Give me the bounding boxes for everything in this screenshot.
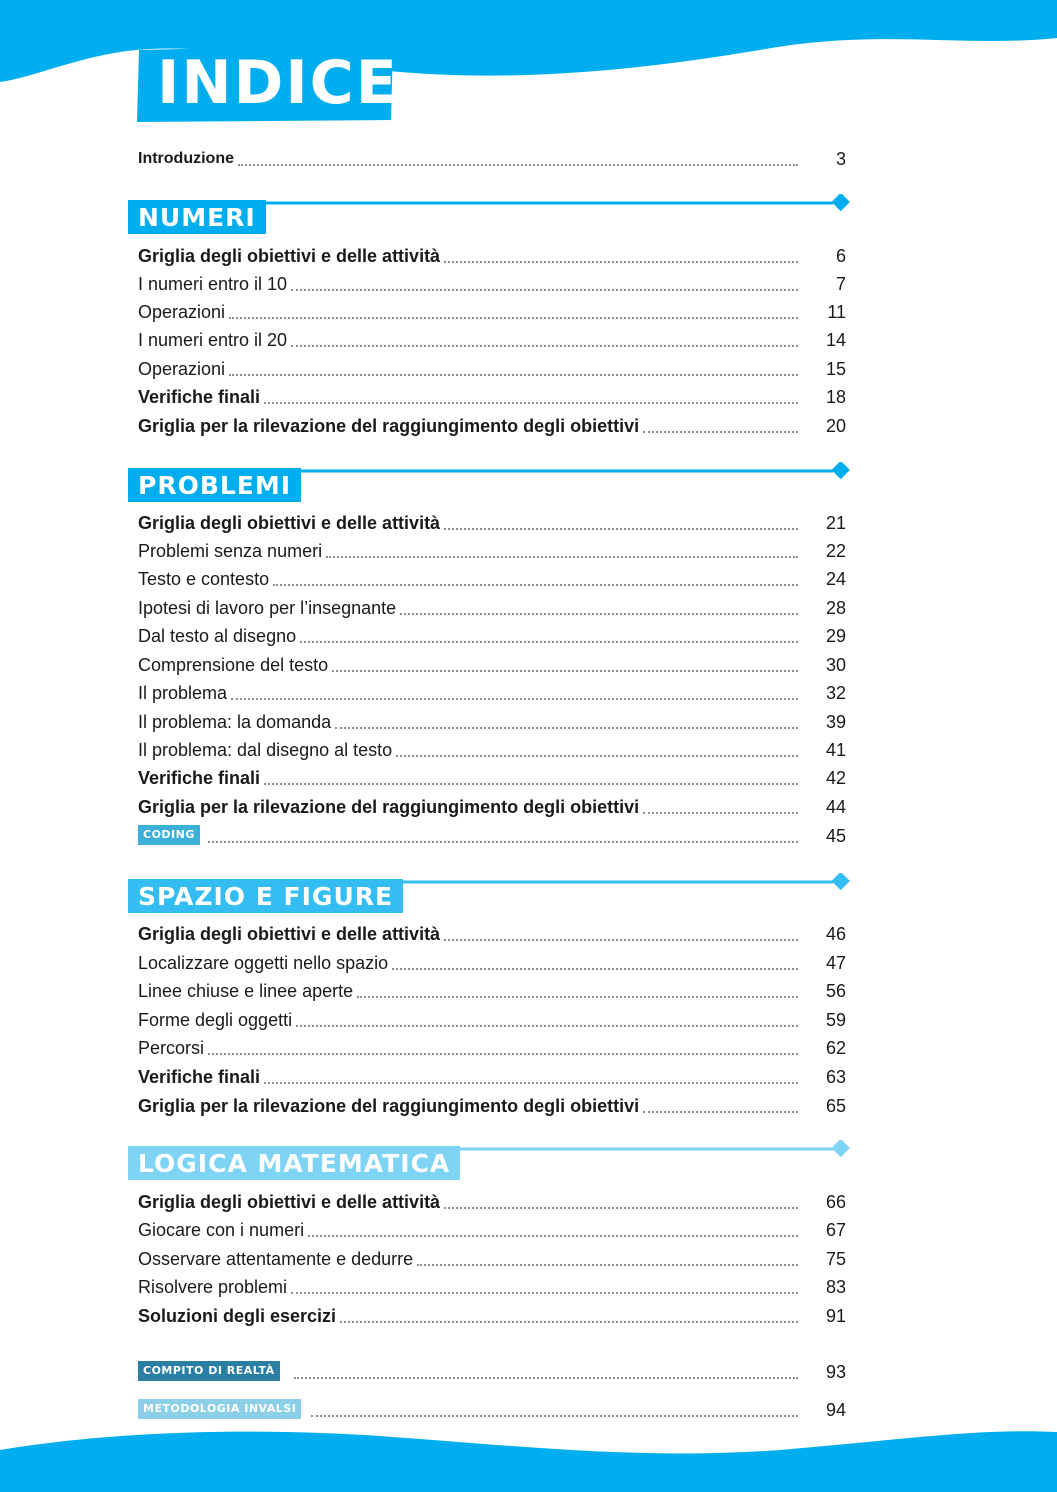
entry-page: 41 — [825, 740, 846, 760]
entry-label: Operazioni — [138, 302, 226, 322]
entry-label: Localizzare oggetti nello spazio — [138, 953, 389, 973]
dot-leader — [643, 1111, 798, 1113]
entry-label: Comprensione del testo — [138, 655, 329, 675]
entry-page: 30 — [825, 655, 846, 675]
entry-page: 42 — [825, 768, 846, 788]
dot-leader — [291, 1292, 798, 1294]
dot-leader — [231, 698, 798, 700]
dot-leader — [208, 841, 798, 843]
toc-entry[interactable] — [138, 592, 846, 620]
entry-page: 91 — [825, 1306, 846, 1326]
entry-label: Griglia degli obiettivi e delle attività — [138, 513, 441, 533]
entry-label: Ipotesi di lavoro per l’insegnante — [138, 598, 397, 618]
entry-label: Il problema: la domanda — [138, 712, 332, 732]
entry-label: Risolvere problemi — [138, 1277, 288, 1297]
toc-entry[interactable] — [138, 1214, 846, 1242]
dot-leader — [229, 374, 798, 376]
toc-entry-compito-di-realta[interactable] — [138, 1356, 846, 1384]
toc-entry[interactable] — [138, 706, 846, 734]
dot-leader — [340, 1321, 798, 1323]
section-title: SPAZIO E FIGURE — [128, 879, 403, 913]
entry-page: 63 — [825, 1067, 846, 1087]
dot-leader — [396, 755, 798, 757]
entry-page: 6 — [835, 246, 846, 266]
entry-page: 65 — [825, 1096, 846, 1116]
entry-label: Griglia per la rilevazione del raggiungimento degli obiettivi — [138, 1096, 640, 1116]
section-title: PROBLEMI — [128, 468, 301, 502]
toc-entry[interactable] — [138, 563, 846, 591]
toc-entry[interactable] — [138, 975, 846, 1003]
toc-entry[interactable] — [138, 507, 846, 535]
toc-entry[interactable] — [138, 410, 846, 438]
entry-label: Testo e contesto — [138, 569, 270, 589]
entry-label: Griglia per la rilevazione del raggiungimento degli obiettivi — [138, 797, 640, 817]
entry-page: 94 — [825, 1400, 846, 1420]
toc-entry[interactable] — [138, 762, 846, 790]
toc-entry[interactable] — [138, 324, 846, 352]
entry-label: Verifiche finali — [138, 387, 261, 407]
entry-page: 15 — [825, 359, 846, 379]
entry-label: Dal testo al disegno — [138, 626, 297, 646]
entry-page: 66 — [825, 1192, 846, 1212]
entry-label: Introduzione — [138, 150, 234, 167]
dot-leader — [264, 1082, 798, 1084]
entry-page: 59 — [825, 1010, 846, 1030]
dot-leader — [444, 261, 798, 263]
entry-label: Il problema — [138, 683, 228, 703]
entry-page: 47 — [825, 953, 846, 973]
entry-label: Soluzioni degli esercizi — [138, 1306, 337, 1326]
entry-page: 14 — [825, 330, 846, 350]
toc-entry[interactable] — [138, 947, 846, 975]
toc-entry[interactable] — [138, 649, 846, 677]
entry-page: 11 — [827, 302, 846, 322]
entry-page: 29 — [825, 626, 846, 646]
entry-label: I numeri entro il 10 — [138, 274, 288, 294]
entry-page: 18 — [825, 387, 846, 407]
section-title: LOGICA MATEMATICA — [128, 1146, 460, 1180]
toc-entry[interactable] — [138, 1300, 846, 1328]
entry-page: 44 — [825, 797, 846, 817]
dot-leader — [308, 1235, 798, 1237]
toc-entry[interactable] — [138, 535, 846, 563]
entry-label: Problemi senza numeri — [138, 541, 323, 561]
dot-leader — [643, 431, 798, 433]
entry-page: 46 — [825, 924, 846, 944]
entry-page: 75 — [825, 1249, 846, 1269]
toc-entry[interactable] — [138, 1186, 846, 1214]
dot-leader — [208, 1053, 798, 1055]
dot-leader — [294, 1377, 798, 1379]
dot-leader — [643, 812, 798, 814]
entry-label: Linee chiuse e linee aperte — [138, 981, 354, 1001]
entry-page: 83 — [825, 1277, 846, 1297]
metodologia-invalsi-tag: METODOLOGIA INVALSI — [138, 1399, 301, 1419]
toc-entry[interactable] — [138, 1061, 846, 1089]
toc-entry-coding[interactable] — [138, 820, 846, 848]
toc-entry[interactable] — [138, 1032, 846, 1060]
dot-leader — [238, 164, 798, 166]
section-header-problemi — [128, 462, 853, 502]
toc-entry-intro[interactable] — [138, 143, 846, 171]
toc-entry[interactable] — [138, 268, 846, 296]
toc-entry[interactable] — [138, 791, 846, 819]
entry-page: 21 — [825, 513, 846, 533]
dot-leader — [291, 345, 798, 347]
page-title-box — [135, 42, 397, 124]
dot-leader — [444, 528, 798, 530]
entry-page: 22 — [825, 541, 846, 561]
dot-leader — [335, 727, 798, 729]
entry-page: 62 — [825, 1038, 846, 1058]
page-title: INDICE — [157, 48, 399, 118]
entry-label: Osservare attentamente e dedurre — [138, 1249, 414, 1269]
dot-leader — [311, 1415, 798, 1417]
entry-page: 28 — [825, 598, 846, 618]
entry-label: Griglia degli obiettivi e delle attività — [138, 246, 441, 266]
toc-entry[interactable] — [138, 1271, 846, 1299]
toc-entry[interactable] — [138, 620, 846, 648]
entry-page: 67 — [825, 1220, 846, 1240]
entry-page: 32 — [825, 683, 846, 703]
entry-label: Giocare con i numeri — [138, 1220, 305, 1240]
section-header-spazio-e-figure — [128, 873, 853, 913]
dot-leader — [444, 939, 798, 941]
entry-page: 3 — [835, 149, 846, 169]
toc-entry[interactable] — [138, 240, 846, 268]
entry-label: Verifiche finali — [138, 768, 261, 788]
compito-di-realta-tag: COMPITO DI REALTÀ — [138, 1361, 280, 1381]
dot-leader — [296, 1025, 798, 1027]
dot-leader — [417, 1264, 798, 1266]
dot-leader — [264, 783, 798, 785]
coding-tag: CODING — [138, 825, 200, 845]
toc-entry[interactable] — [138, 381, 846, 409]
toc-entry-metodologia-invalsi[interactable] — [138, 1394, 846, 1422]
entry-label: Griglia per la rilevazione del raggiungimento degli obiettivi — [138, 416, 640, 436]
entry-page: 45 — [825, 826, 846, 846]
dot-leader — [332, 670, 798, 672]
dot-leader — [392, 968, 798, 970]
toc-entry[interactable] — [138, 1243, 846, 1271]
entry-label: Operazioni — [138, 359, 226, 379]
toc-entry[interactable] — [138, 918, 846, 946]
dot-leader — [291, 289, 798, 291]
entry-page: 56 — [825, 981, 846, 1001]
entry-label: I numeri entro il 20 — [138, 330, 288, 350]
dot-leader — [264, 402, 798, 404]
dot-leader — [273, 584, 798, 586]
entry-page: 39 — [825, 712, 846, 732]
entry-label: Percorsi — [138, 1038, 205, 1058]
dot-leader — [326, 556, 798, 558]
dot-leader — [229, 317, 798, 319]
entry-label: Griglia degli obiettivi e delle attività — [138, 1192, 441, 1212]
dot-leader — [400, 613, 798, 615]
section-header-logica-matematica — [128, 1140, 853, 1180]
entry-page: 93 — [825, 1362, 846, 1382]
entry-page: 7 — [835, 274, 846, 294]
dot-leader — [357, 996, 798, 998]
entry-page: 24 — [825, 569, 846, 589]
dot-leader — [300, 641, 798, 643]
toc-entry[interactable] — [138, 1004, 846, 1032]
entry-label: Forme degli oggetti — [138, 1010, 293, 1030]
toc-entry[interactable] — [138, 353, 846, 381]
toc-entry[interactable] — [138, 296, 846, 324]
toc-entry[interactable] — [138, 734, 846, 762]
section-title: NUMERI — [128, 200, 266, 234]
toc-entry[interactable] — [138, 677, 846, 705]
entry-label: Verifiche finali — [138, 1067, 261, 1087]
toc-entry[interactable] — [138, 1090, 846, 1118]
entry-label: Il problema: dal disegno al testo — [138, 740, 393, 760]
entry-page: 20 — [825, 416, 846, 436]
bottom-wave-decoration — [0, 1420, 1057, 1492]
dot-leader — [444, 1207, 798, 1209]
entry-label: Griglia degli obiettivi e delle attività — [138, 924, 441, 944]
section-header-numeri — [128, 194, 853, 234]
